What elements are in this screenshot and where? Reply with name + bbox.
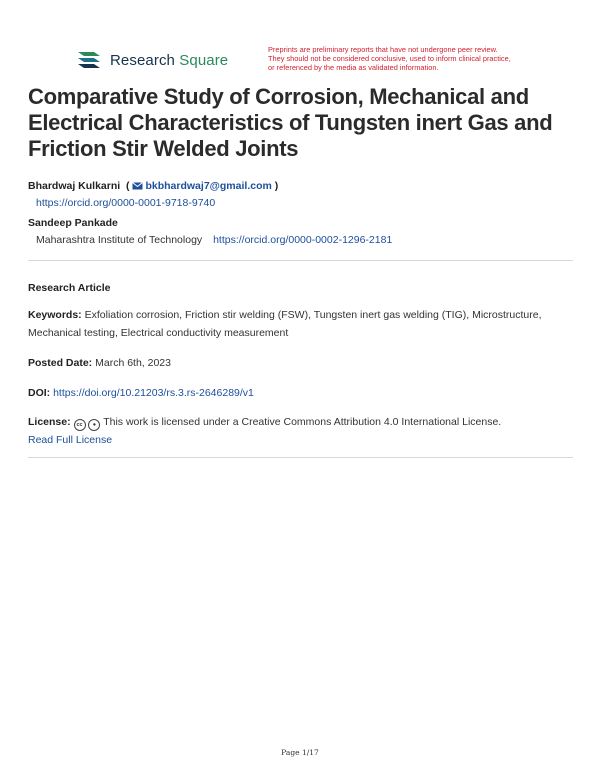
license-text: This work is licensed under a Creative Commons Attribution 4.0 International License. [103,416,502,428]
logo-text [110,52,228,69]
license [28,413,573,449]
read-full-license-link[interactable]: Read Full License [28,434,113,446]
keywords-label: Keywords: [28,309,82,321]
author-1: Bhardwaj Kulkarni ( bkbhardwaj7@gmail.com ) [28,180,279,192]
disclaimer-line: Preprints are preliminary reports that have not undergone peer review. [268,45,498,54]
article-type: Research Article [28,282,111,294]
page-number: Page 1/17 [281,748,319,757]
logo-word-research: Research [110,51,175,69]
divider [28,260,573,261]
author-email-link[interactable]: bkbhardwaj7@gmail.com [145,180,272,192]
doi-label: DOI: [28,387,51,399]
doi-link[interactable]: https://doi.org/10.21203/rs.3.rs-2646289/v1 [53,387,254,399]
posted-date-value: March 6th, 2023 [95,357,171,369]
license-label: License: [28,416,71,428]
divider [28,457,573,458]
preprint-disclaimer [268,45,558,72]
by-icon: ● [88,419,100,431]
disclaimer-line: or referenced by the media as validated information. [268,63,439,72]
author-2 [28,217,118,229]
keywords [28,306,573,342]
author-name: Bhardwaj Kulkarni [28,180,121,192]
posted-date-label: Posted Date: [28,357,93,369]
author-2-orcid-link[interactable]: https://orcid.org/0000-0002-1296-2181 [213,234,393,246]
paper-title: Comparative Study of Corrosion, Mechanical and Electrical Characteristics of Tungsten inert Gas and Friction Stir Welded Joints [28,84,553,161]
author-1-orcid-link[interactable]: https://orcid.org/0000-0001-9718-9740 [36,197,216,209]
keywords-value: Exfoliation corrosion, Friction stir welding (FSW), Tungsten inert gas welding (TIG), Microstructure, Mechanical testing, Electrical conductivity measurement [28,309,542,339]
doi [28,384,573,402]
author-2-affiliation-row [36,234,392,246]
logo-word-square: Square [179,51,229,69]
author-name: Sandeep Pankade [28,217,118,229]
envelope-icon [132,181,143,193]
posted-date [28,354,573,372]
research-square-logo-icon [76,48,102,72]
research-square-logo[interactable] [76,48,228,72]
disclaimer-line: They should not be considered conclusive, used to inform clinical practice, [268,54,511,63]
cc-icon: cc [74,419,86,431]
affiliation: Maharashtra Institute of Technology [36,234,203,246]
